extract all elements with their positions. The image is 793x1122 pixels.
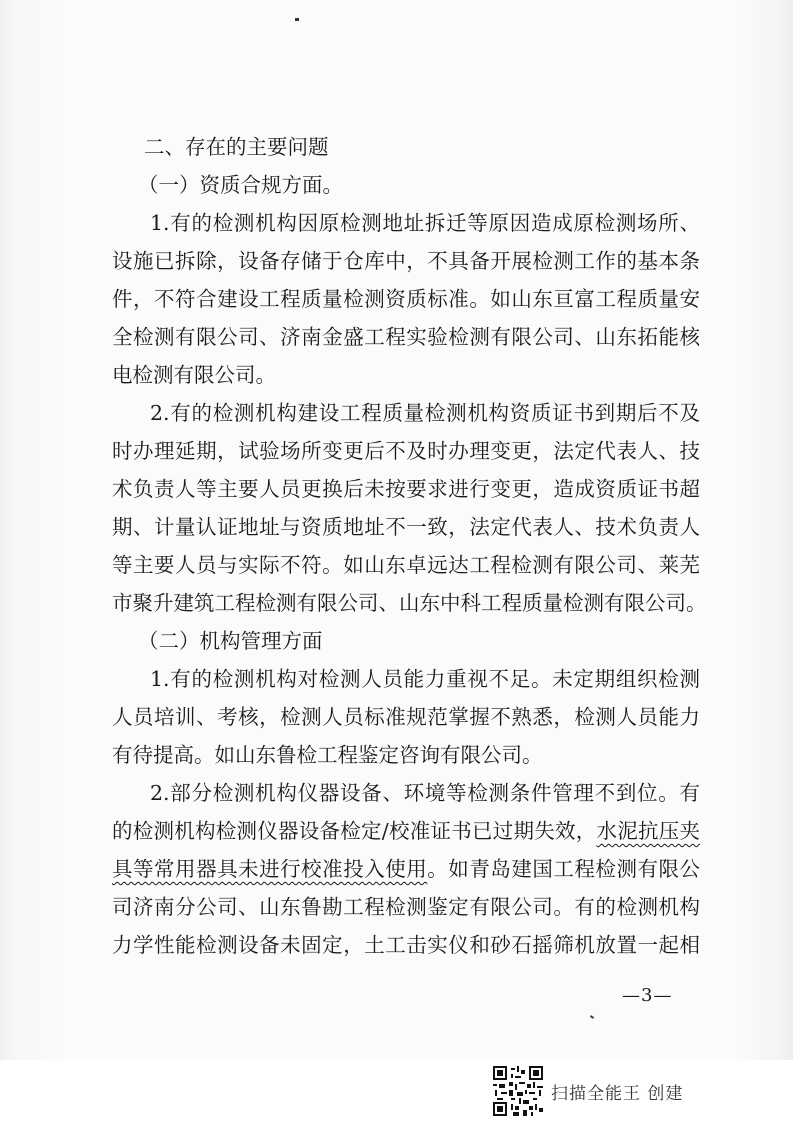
paragraph-line: 有待提高。如山东鲁检工程鉴定咨询有限公司。: [112, 743, 543, 767]
scan-mark: [295, 18, 299, 21]
paragraph-line: 司济南分公司、山东鲁勘工程检测鉴定有限公司。有的检测机构: [112, 895, 700, 919]
paragraph-line: 全检测有限公司、济南金盛工程实验检测有限公司、山东拓能核: [112, 325, 700, 349]
scanner-watermark: [493, 1066, 683, 1116]
paragraph-line: 2.有的检测机构建设工程质量检测机构资质证书到期后不及: [150, 401, 700, 425]
paragraph-line: 等主要人员与实际不符。如山东卓远达工程检测有限公司、莱芜: [112, 553, 700, 577]
scan-mark: [590, 1015, 594, 1019]
paragraph-line: 市聚升建筑工程检测有限公司、山东中科工程质量检测有限公司。: [112, 591, 707, 615]
paragraph-line: [112, 850, 700, 888]
paragraph-line: 期、计量认证地址与资质地址不一致，法定代表人、技术负责人: [112, 515, 700, 539]
paragraph-line: 术负责人等主要人员更换后未按要求进行变更，造成资质证书超: [112, 477, 700, 501]
paragraph-line: 人员培训、考核，检测人员标准规范掌握不熟悉，检测人员能力: [112, 705, 700, 729]
paragraph-line: 1.有的检测机构对检测人员能力重视不足。未定期组织检测: [150, 667, 700, 691]
paragraph-text: 。如青岛建国工程检测有限公: [427, 857, 701, 881]
qr-code-icon: [493, 1066, 543, 1116]
paragraph-line: 电检测有限公司。: [112, 363, 276, 387]
subsection-title-2: （二）机构管理方面: [138, 629, 323, 653]
paragraph-line: 件，不符合建设工程质量检测资质标准。如山东亘富工程质量安: [112, 287, 700, 311]
document-body: [112, 128, 707, 964]
subsection-title-1: （一）资质合规方面。: [138, 173, 343, 197]
page-number: —3—: [622, 985, 673, 1006]
paragraph-line: 力学性能检测设备未固定，土工击实仪和砂石摇筛机放置一起相: [112, 933, 700, 957]
paragraph-line: [112, 812, 700, 850]
paragraph-line: 设施已拆除，设备存储于仓库中，不具备开展检测工作的基本条: [112, 249, 700, 273]
paragraph-line: 1.有的检测机构因原检测地址拆迁等原因造成原检测场所、: [150, 211, 700, 235]
paragraph-line: 2.部分检测机构仪器设备、环境等检测条件管理不到位。有: [150, 781, 700, 805]
underlined-text: 具等常用器具未进行校准投入使用: [112, 857, 428, 881]
watermark-text: 扫描全能王 创建: [551, 1083, 684, 1104]
paragraph-line: 时办理延期，试验场所变更后不及时办理变更，法定代表人、技: [112, 439, 700, 463]
paragraph-text: 的检测机构检测仪器设备检定/校准证书已过期失效，: [112, 819, 597, 843]
section-heading: 二、存在的主要问题: [144, 135, 329, 159]
underlined-text: 水泥抗压夹: [596, 819, 701, 843]
